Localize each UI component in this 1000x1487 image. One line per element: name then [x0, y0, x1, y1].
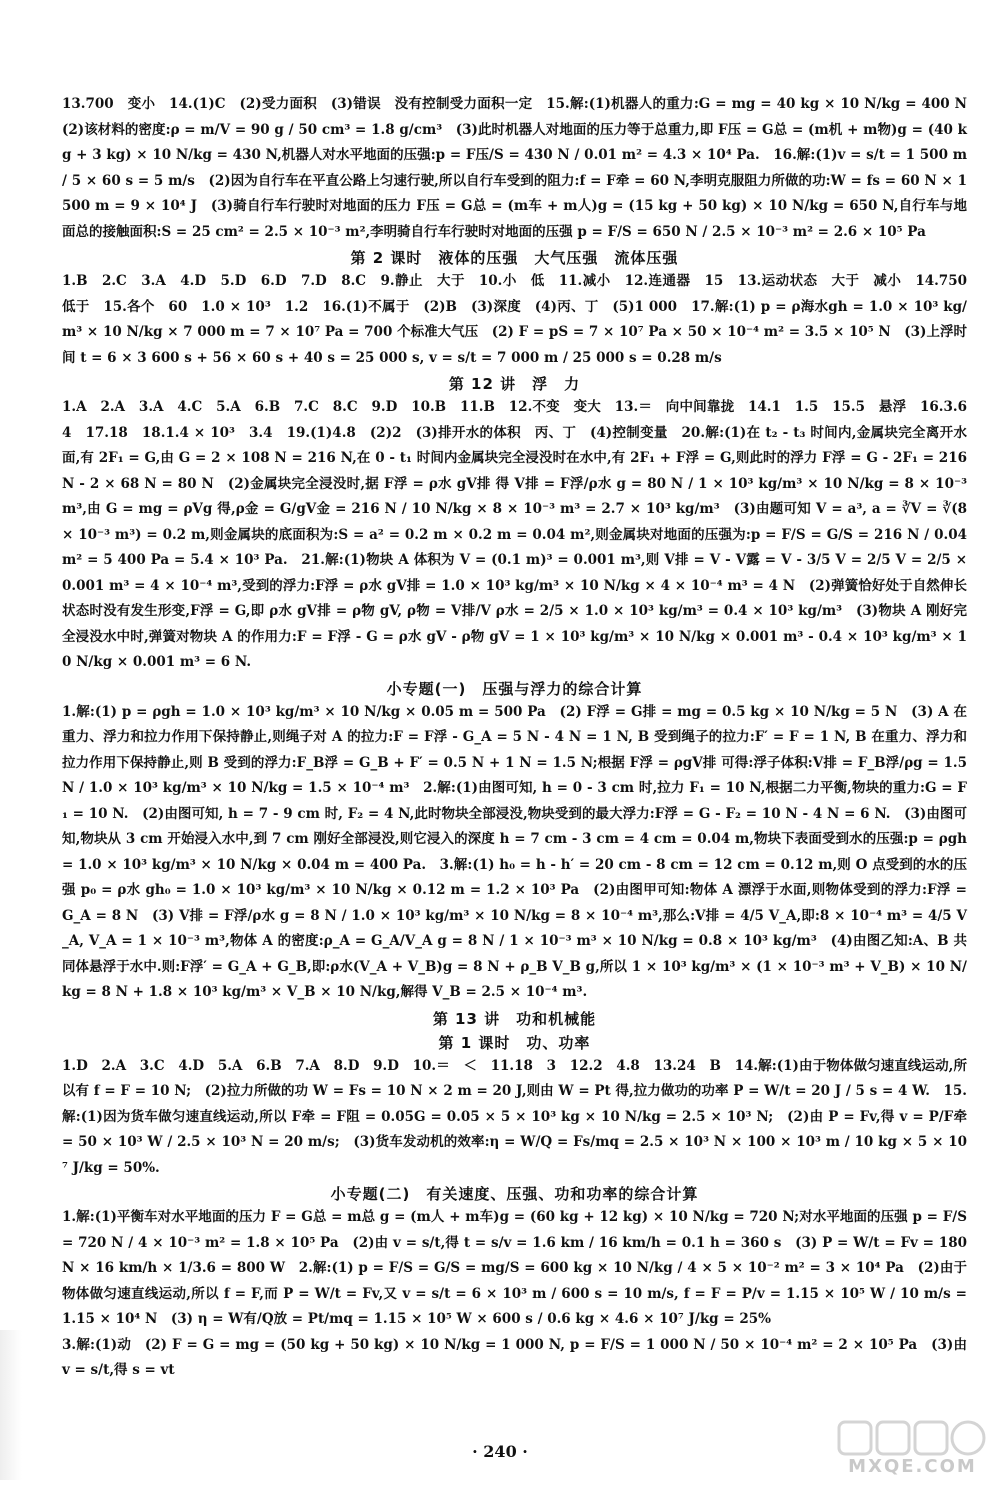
- answer-paragraph-work-power: 1.D 2.A 3.C 4.D 5.A 6.B 7.A 8.D 9.D 10.＝ ＜ 11.18 3 12.2 4.8 13.24 B 14.解:(1)由于物体做匀速直线运动,所以有 f = F = 10 N; (2)拉力所做的功 W = Fs = 10 N × 2 m = 20 J,则由 W = Pt 得,拉力做功的功率 P = W/t = 20 J / 5 s = 4 W. 15.解:(1)因为货车做匀速直线运动,所以 F牵 = F阻 = 0.05G = 0.05 × 5 × 10³ kg × 10 N/kg = 2.5 × 10³ N; (2)由 P = Fv,得 v = P/F牵 = 50 × 10³ W / 2.5 × 10³ N = 20 m/s; (3)货车发动机的效率:η = W/Q = Fs/mq = 2.5 × 10³ N × 100 × 10³ m / 10 kg × 5 × 10⁷ J/kg = 50%.: [62, 1057, 967, 1176]
- page-number: · 240 ·: [472, 1442, 528, 1461]
- section-heading-work-energy: 第 13 讲 功和机械能: [432, 1009, 597, 1028]
- answer-paragraph-topic-two-cont: 3.解:(1)动 (2) F = G = mg = (50 kg + 50 kg) × 10 N/kg = 1 000 N, p = F/S = 1 000 N / 50 × 10⁻⁴ m² = 2 × 10⁵ Pa (3)由 v = s/t,得 s = vt: [62, 1336, 967, 1378]
- watermark-logo-icon: [835, 1418, 990, 1458]
- section-heading-topic-one: 小专题(一) 压强与浮力的综合计算: [386, 679, 643, 698]
- answer-page: [62, 92, 981, 1384]
- section-heading-buoyancy: 第 12 讲 浮 力: [448, 375, 581, 393]
- watermark-text: MXQE.COM: [848, 1456, 977, 1477]
- answer-paragraph-topic-one: 1.解:(1) p = ρgh = 1.0 × 10³ kg/m³ × 10 N/kg × 0.05 m = 500 Pa (2) F浮 = G排 = mg = 0.5 kg × 10 N/kg = 5 N (3) A 在重力、浮力和拉力作用下保持静止,则绳子对 A 的拉力:F = F浮 - G_A = 5 N - 4 N = 1 N, B 受到绳子的拉力:F′ = F = 1 N, B 在重力、浮力和拉力作用下保持静止,则 B 受到的浮力:F_B浮 = G_B + F′ = 0.5 N + 1 N = 1.5 N;根据 F浮 = ρgV排 可得:浮子体积:V排 = F_B浮/ρg = 1.5 N / 1.0 × 10³ kg/m³ × 10 N/kg = 1.5 × 10⁻⁴ m³ 2.解:(1)由图可知, h = 0 - 3 cm 时,拉力 F₁ = 10 N,根据二力平衡,物块的重力:G = F₁ = 10 N. (2)由图可知, h = 7 - 9 cm 时, F₂ = 4 N,此时物块全部浸没,物块受到的最大浮力:F浮 = G - F₂ = 10 N - 4 N = 6 N. (3)由图可知,物块从 3 cm 开始浸入水中,到 7 cm 刚好全部浸没,则它浸入的深度 h = 7 cm - 3 cm = 4 cm = 0.04 m,物块下表面受到水的压强:p = ρgh = 1.0 × 10³ kg/m³ × 10 N/kg × 0.04 m = 400 Pa. 3.解:(1) h₀ = h - h′ = 20 cm - 8 cm = 12 cm = 0.12 m,则 O 点受到的水的压强 p₀ = ρ水 gh₀ = 1.0 × 10³ kg/m³ × 10 N/kg × 0.12 m = 1.2 × 10³ Pa (2)由图甲可知:物体 A 漂浮于水面,则物体受到的浮力:F浮 = G_A = 8 N (3) V排 = F浮/ρ水 g = 8 N / 1.0 × 10³ kg/m³ × 10 N/kg = 8 × 10⁻⁴ m³,那么:V排 = 4/5 V_A,即:8 × 10⁻⁴ m³ = 4/5 V_A, V_A = 1 × 10⁻³ m³,物体 A 的密度:ρ_A = G_A/V_A g = 8 N / 1 × 10⁻³ m³ × 10 N/kg = 0.8 × 10³ kg/m³ (4)由图乙知:A、B 共同体悬浮于水中.则:F浮′ = G_A + G_B,即:ρ水(V_A + V_B)g = 8 N + ρ_B V_B g,所以 1 × 10³ kg/m³ × (1 × 10⁻³ m³ + V_B) × 10 N/kg = 8 N + 1.8 × 10³ kg/m³ × V_B × 10 N/kg,解得 V_B = 2.5 × 10⁻⁴ m³.: [62, 703, 967, 1000]
- answer-paragraph-intro: 13.700 变小 14.(1)C (2)受力面积 (3)错误 没有控制受力面积一定 15.解:(1)机器人的重力:G = mg = 40 kg × 10 N/kg = 400 N (2)该材料的密度:ρ = m/V = 90 g / 50 cm³ = 1.8 g/cm³ (3)此时机器人对地面的压力等于总重力,即 F压 = G总 = (m机 + m物)g = (40 kg + 3 kg) × 10 N/kg = 430 N,机器人对水平地面的压强:p = F压/S = 430 N / 0.01 m² = 4.3 × 10⁴ Pa. 16.解:(1)v = s/t = 1 500 m / 5 × 60 s = 5 m/s (2)因为自行车在平直公路上匀速行驶,所以自行车受到的阻力:f = F牵 = 60 N,李明克服阻力所做的功:W = fs = 60 N × 1 500 m = 9 × 10⁴ J (3)骑自行车行驶时对地面的压力 F压 = G总 = (m车 + m人)g = (15 kg + 50 kg) × 10 N/kg = 650 N,自行车与地面总的接触面积:S = 25 cm² = 2.5 × 10⁻³ m²,李明骑自行车行驶时对地面的压强 p = F/S = 650 N / 2.5 × 10⁻³ m² = 2.6 × 10⁵ Pa: [62, 96, 981, 240]
- section-heading-liquid-pressure: 第 2 课时 液体的压强 大气压强 流体压强: [350, 249, 679, 267]
- section-heading-work-power: 第 1 课时 功、功率: [438, 1033, 591, 1052]
- answer-paragraph-topic-two: 1.解:(1)平衡车对水平地面的压力 F = G总 = m总 g = (m人 + m车)g = (60 kg + 12 kg) × 10 N/kg = 720 N;对水平地面的压强 p = F/S = 720 N / 4 × 10⁻³ m² = 1.8 × 10⁵ Pa (2)由 v = s/t,得 t = s/v = 1.6 km / 16 km/h = 0.1 h = 360 s (3) P = W/t = Fv = 180 N × 16 km/h × 1/3.6 = 800 W 2.解:(1) p = F/S = G/S = mg/S = 600 kg × 10 N/kg / 4 × 5 × 10⁻² m² = 3 × 10⁴ Pa (2)由于物体做匀速直线运动,所以 f = F,而 P = W/t = Fv,又 v = s/t = 6 × 10³ m / 600 s = 10 m/s, f = F = P/v = 1.15 × 10⁵ W / 10 m/s = 1.15 × 10⁴ N (3) η = W有/Q放 = Pt/mq = 1.15 × 10⁵ W × 600 s / 0.6 kg × 4.6 × 10⁷ J/kg = 25%: [62, 1209, 967, 1327]
- watermark-logo: [835, 1418, 990, 1482]
- section-heading-topic-two: 小专题(二) 有关速度、压强、功和功率的综合计算: [330, 1185, 699, 1203]
- answer-paragraph-liquid-pressure: 1.B 2.C 3.A 4.D 5.D 6.D 7.D 8.C 9.静止 大于 10.小 低 11.减小 12.连通器 15 13.运动状态 大于 减小 14.750 低于 15.各个 60 1.0 × 10³ 1.2 16.(1)不属于 (2)B (3)深度 (4)丙、丁 (5)1 000 17.解:(1) p = ρ海水gh = 1.0 × 10³ kg/m³ × 10 N/kg × 7 000 m = 7 × 10⁷ Pa = 700 个标准大气压 (2) F = pS = 7 × 10⁷ Pa × 50 × 10⁻⁴ m² = 3.5 × 10⁵ N (3)上浮时间 t = 6 × 3 600 s + 56 × 60 s + 40 s = 25 000 s, v = s/t = 7 000 m / 25 000 s = 0.28 m/s: [62, 273, 981, 366]
- answer-paragraph-buoyancy: 1.A 2.A 3.A 4.C 5.A 6.B 7.C 8.C 9.D 10.B 11.B 12.不变 变大 13.＝ 向中间靠拢 14.1 1.5 15.5 悬浮 16.3.6 4 17.18 18.1.4 × 10³ 3.4 19.(1)4.8 (2)2 (3)排开水的体积 丙、丁 (4)控制变量 20.解:(1)在 t₂ - t₃ 时间内,金属块完全离开水面,有 2F₁ = G,由 G = 2 × 108 N = 216 N,在 0 - t₁ 时间内金属块完全浸没时在水中,有 2F₁ + F浮 = G,则此时的浮力 F浮 = G - 2F₁ = 216 N - 2 × 68 N = 80 N (2)金属块完全浸没时,据 F浮 = ρ水 gV排 得 V排 = F浮/ρ水 g = 80 N / 1 × 10³ kg/m³ × 10 N/kg = 8 × 10⁻³ m³,由 G = mg = ρVg 得,ρ金 = G/gV金 = 216 N / 10 N/kg × 8 × 10⁻³ m³ = 2.7 × 10³ kg/m³ (3)由题可知 V = a³, a = ∛V = ∛(8 × 10⁻³ m³) = 0.2 m,则金属块的底面积为:S = a² = 0.2 m × 0.2 m = 0.04 m²,则金属块对地面的压强为:p = F/S = G/S = 216 N / 0.04 m² = 5 400 Pa = 5.4 × 10³ Pa. 21.解:(1)物块 A 体积为 V = (0.1 m)³ = 0.001 m³,则 V排 = V - V露 = V - 3/5 V = 2/5 V = 2/5 × 0.001 m³ = 4 × 10⁻⁴ m³,受到的浮力:F浮 = ρ水 gV排 = 1.0 × 10³ kg/m³ × 10 N/kg × 4 × 10⁻⁴ m³ = 4 N (2)弹簧恰好处于自然伸长状态时没有发生形变,F浮 = G,即 ρ水 gV排 = ρ物 gV, ρ物 = V排/V ρ水 = 2/5 × 1.0 × 10³ kg/m³ = 0.4 × 10³ kg/m³ (3)物块 A 刚好完全浸没水中时,弹簧对物块 A 的作用力:F = F浮 - G = ρ水 gV - ρ物 gV = 1 × 10³ kg/m³ × 10 N/kg × 0.001 m³ - 0.4 × 10³ kg/m³ × 10 N/kg × 0.001 m³ = 6 N.: [62, 399, 981, 670]
